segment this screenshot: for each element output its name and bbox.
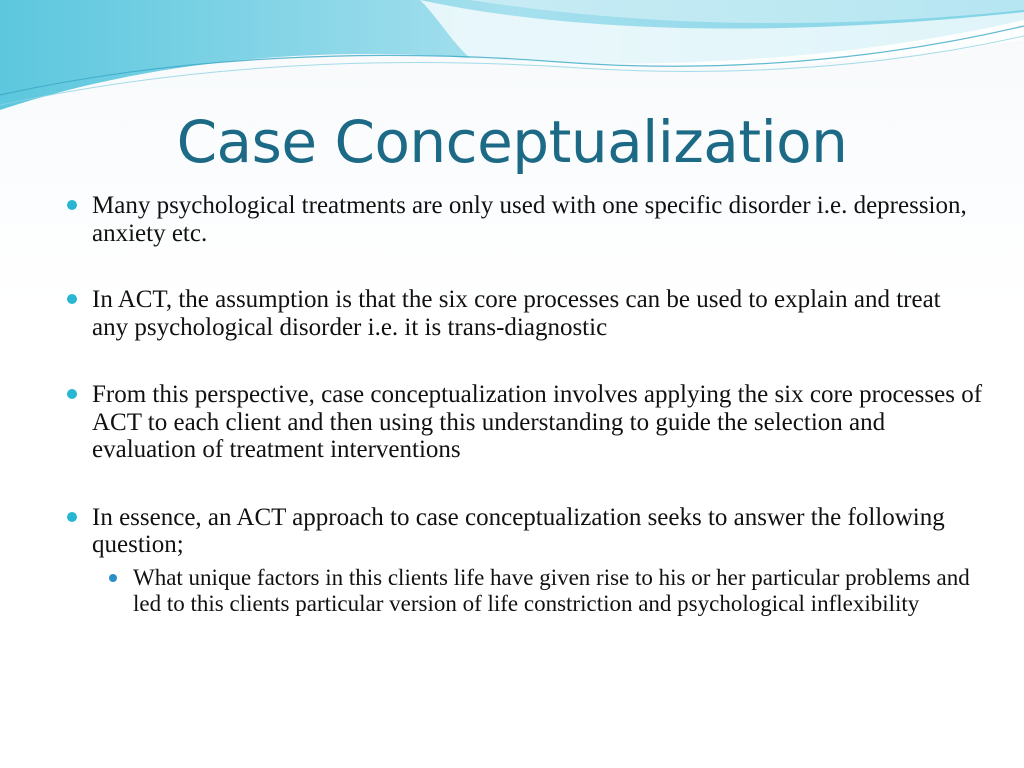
bullet-item <box>62 192 982 247</box>
bullet-dot-icon <box>67 294 77 304</box>
slide-title: Case Conceptualization <box>176 108 848 176</box>
bullet-text: From this perspective, case conceptualization involves applying the six core processes of ACT to each client and then using this understanding to guide the selection and evaluation of treatment interventions <box>92 381 983 463</box>
sub-bullet-dot-icon <box>109 574 117 582</box>
bullet-text: Many psychological treatments are only used with one specific disorder i.e. depression, anxiety etc. <box>92 192 967 247</box>
sub-bullet-text: What unique factors in this clients life have given rise to his or her particular problems and led to this clients particular version of life constriction and psychological inflexibility <box>133 564 970 616</box>
bullet-dot-icon <box>67 512 77 522</box>
bullet-item <box>62 381 982 464</box>
bullet-dot-icon <box>67 389 77 399</box>
sub-bullet-item <box>102 565 982 617</box>
bullet-dot-icon <box>67 200 77 210</box>
bullet-item <box>62 504 982 559</box>
bullet-list <box>62 192 982 617</box>
bullet-text: In ACT, the assumption is that the six core processes can be used to explain and treat any psychological disorder i.e. it is trans-diagnostic <box>92 286 941 341</box>
bullet-item <box>62 286 982 341</box>
bullet-text: In essence, an ACT approach to case conceptualization seeks to answer the following question; <box>92 503 945 558</box>
